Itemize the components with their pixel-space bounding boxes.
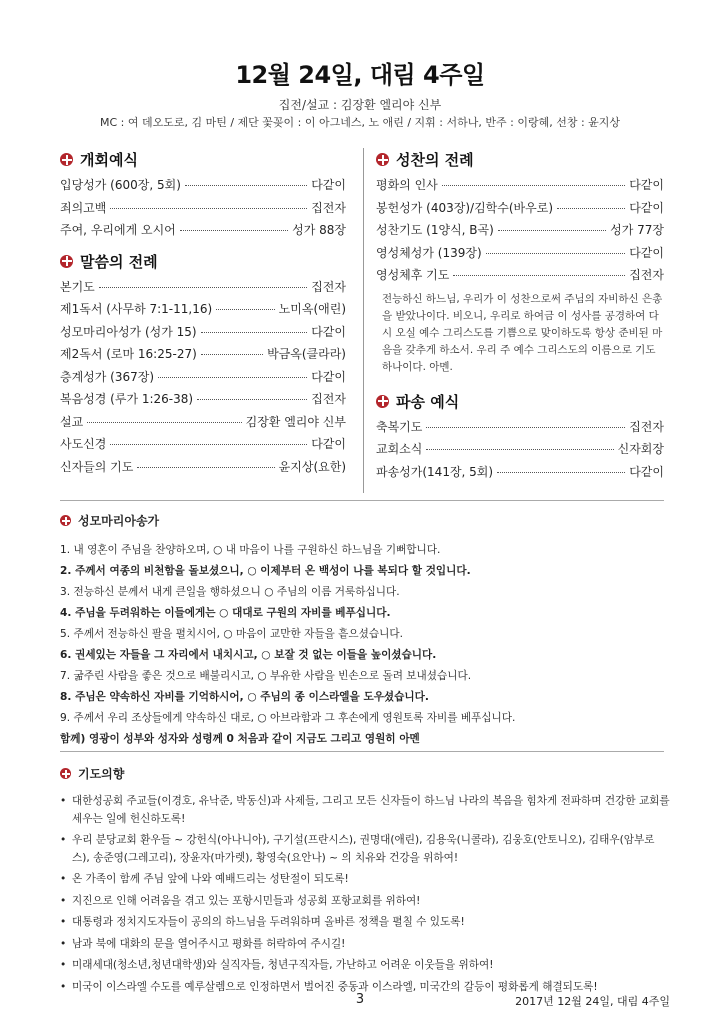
order-item-label: 층계성가 (367장) (60, 369, 155, 384)
magnificat-line: 함께) 영광이 성부와 성자와 성령께 0 처음과 같이 지금도 그리고 영원히 아멘 (60, 733, 420, 745)
order-item-value: 집전자 (311, 200, 346, 215)
order-row (60, 197, 346, 220)
intention-item: • 미래세대(청소년,청년대학생)와 실직자들, 청년구직자들, 가난하고 어려운 이웃들을 위하여! (60, 957, 670, 975)
order-row (60, 219, 346, 242)
magnificat-line: 3. 전능하신 분께서 내게 큰일을 행하셨으니 ○ 주님의 이름 거룩하십니다. (60, 586, 400, 598)
order-row (376, 174, 664, 197)
order-item-value: 집전자 (311, 279, 346, 294)
order-item-value: 집전자 (629, 268, 664, 282)
order-item-label: 파송성가(141장, 5회) (376, 464, 494, 479)
intention-item: • 대한성공회 주교들(이경호, 유낙준, 박동신)과 사제들, 그리고 모든 신자들이 하느님 나라의 복음을 힘차게 전파하며 건강한 교회를 세우는 일에 헌신하도록! (60, 793, 670, 828)
dot-leader (442, 185, 625, 186)
order-item-value: 다같이 (629, 464, 664, 479)
order-row (60, 411, 346, 434)
magnificat-line: 7. 굶주린 사람을 좋은 것으로 배불리시고, ○ 부유한 사람을 빈손으로 돌려 보내셨습니다. (60, 670, 472, 682)
order-item-value: 집전자 (629, 419, 664, 434)
footer-date: 2017년 12월 24일, 대림 4주일 (515, 995, 670, 1008)
section-heading (376, 390, 664, 414)
order-row (60, 433, 346, 456)
order-item-label: 신자들의 기도 (60, 459, 134, 474)
page-title: 12월 24일, 대림 4주일 (235, 61, 485, 89)
dot-leader (110, 444, 307, 445)
roles-line: MC : 여 데오도로, 김 마틴 / 제단 꽃꽂이 : 이 아그네스, 노 애린 / 지휘 : 서하나, 반주 : 이랑혜, 선창 : 윤지상 (99, 116, 621, 129)
order-item-value: 다같이 (629, 178, 664, 192)
order-item-label: 제1독서 (사무하 7:1-11,16) (60, 302, 213, 316)
liturgy-right-column (376, 148, 664, 483)
order-item-value: 다같이 (629, 245, 664, 260)
order-item-value: 노미옥(애린) (278, 302, 346, 316)
section-heading-text: 말씀의 전례 (80, 252, 158, 271)
magnificat-line: 2. 주께서 여종의 비천함을 돌보셨으니, ○ 이제부터 온 백성이 나를 복되다 할 것입니다. (60, 565, 471, 577)
order-row (376, 264, 664, 287)
magnificat-line: 5. 주께서 전능하신 팔을 펼치시어, ○ 마음이 교만한 자들을 흩으셨습니다. (60, 628, 403, 640)
intentions-section (60, 765, 670, 1000)
intentions-list (60, 793, 670, 996)
order-item-label: 설교 (60, 414, 84, 429)
cross-icon (60, 768, 71, 779)
order-item-label: 죄의고백 (60, 200, 107, 215)
order-row (376, 416, 664, 439)
dot-leader (426, 449, 613, 450)
dot-leader (87, 422, 241, 423)
order-item-label: 교회소식 (376, 442, 423, 456)
order-item-value: 박금옥(클라라) (267, 347, 346, 361)
order-row (376, 219, 664, 242)
order-item-value: 다같이 (629, 200, 664, 215)
order-row (60, 366, 346, 389)
order-row (60, 343, 346, 366)
dot-leader (497, 472, 625, 473)
intention-item: • 우리 분당교회 환우들 ~ 강헌식(아나니아), 구기설(프란시스), 권명대(애린), 김용욱(니콜라), 김웅호(안토니오), 김태우(암부로스), 송준영(그레고리), 장윤자(마가렛), 황영숙(요안나) ~ 의 치유와 건강을 위하여! (60, 832, 670, 867)
magnificat-line: 4. 주님을 두려워하는 이들에게는 ○ 대대로 구원의 자비를 베푸십니다. (60, 607, 391, 619)
liturgy-left-column (60, 148, 346, 478)
order-item-value: 성가 77장 (610, 223, 664, 237)
section-heading (376, 148, 664, 172)
order-item-value: 집전자 (311, 392, 346, 406)
order-row (60, 174, 346, 197)
intention-item: • 남과 북에 대화의 문을 열어주시고 평화를 허락하여 주시길! (60, 936, 670, 954)
order-item-label: 성모마리아성가 (성가 15) (60, 324, 197, 339)
order-item-value: 다같이 (311, 437, 346, 451)
magnificat-line: 8. 주님은 약속하신 자비를 기억하시어, ○ 주님의 종 이스라엘을 도우셨습니다. (60, 691, 429, 703)
order-item-label: 축복기도 (376, 419, 423, 434)
dot-leader (137, 467, 274, 468)
order-row (60, 321, 346, 344)
order-item-label: 성찬기도 (1양식, B곡) (376, 223, 494, 237)
order-item-label: 영성체성가 (139장) (376, 245, 482, 260)
order-item-value: 다같이 (311, 369, 346, 384)
dot-leader (158, 377, 307, 378)
cross-icon (60, 515, 71, 526)
order-item-value: 다같이 (311, 178, 346, 192)
order-row (60, 276, 346, 299)
dot-leader (197, 399, 307, 400)
cross-icon (60, 153, 73, 166)
order-item-label: 평화의 인사 (376, 178, 438, 192)
magnificat-heading: 성모마리아송가 (60, 512, 670, 530)
dot-leader (99, 287, 307, 288)
order-item-label: 영성체후 기도 (376, 268, 450, 282)
order-item-value: 윤지상(요한) (278, 459, 346, 474)
order-item-label: 복음성경 (루가 1:26-38) (60, 392, 194, 406)
dot-leader (201, 354, 263, 355)
celebrant-line: 집전/설교 : 김장환 엘리야 신부 (278, 98, 442, 112)
cross-icon (376, 153, 389, 166)
dot-leader (557, 208, 625, 209)
intention-item: • 미국이 이스라엘 수도를 예루살렘으로 인정하면서 벌어진 중동과 이스라엘, 미국간의 갈등이 평화롭게 해결되도록! (60, 979, 670, 997)
post-communion-prayer: 전능하신 하느님, 우리가 이 성찬으로써 주님의 자비하신 은총을 받았나이다. 비오니, 우리로 하여금 이 성사를 공경하여 다시 오실 예수 그리스도를 기쁨으로 맞이하도록 항상 준비된 마음을 갖추게 하소서. 우리 주 예수 그리스도의 이름으로 기도하나이다. 아멘. (382, 292, 663, 373)
section-divider (60, 500, 664, 501)
page-number: 3 (355, 992, 365, 1007)
dot-leader (185, 185, 307, 186)
section-heading-text: 파송 예식 (396, 392, 460, 411)
order-item-label: 사도신경 (60, 437, 107, 451)
section-gap (376, 382, 664, 390)
order-item-label: 주여, 우리에게 오시어 (60, 223, 176, 237)
magnificat-line: 1. 내 영혼이 주님을 찬양하오며, ○ 내 마음이 나를 구원하신 하느님을 기뻐합니다. (60, 544, 441, 556)
magnificat-section (60, 512, 670, 750)
magnificat-line: 6. 권세있는 자들을 그 자리에서 내치시고, ○ 보잘 것 없는 이들을 높이셨습니다. (60, 649, 437, 661)
order-row (376, 438, 664, 461)
order-row (60, 298, 346, 321)
section-gap (60, 242, 346, 250)
order-item-value: 김장환 엘리야 신부 (245, 414, 346, 429)
order-row (60, 388, 346, 411)
magnificat-lines (60, 540, 670, 750)
order-item-label: 봉헌성가 (403장)/김학수(바우로) (376, 200, 554, 215)
order-item-value: 성가 88장 (292, 223, 346, 237)
order-row (60, 456, 346, 479)
column-divider (363, 148, 364, 493)
order-item-label: 입당성가 (600장, 5회) (60, 178, 181, 192)
dot-leader (498, 230, 606, 231)
intention-item: • 지진으로 인해 어려움을 겪고 있는 포항시민들과 성공회 포항교회를 위하여! (60, 893, 670, 911)
cross-icon (60, 255, 73, 268)
order-item-value: 신자회장 (617, 442, 664, 456)
dot-leader (453, 275, 625, 276)
order-item-label: 본기도 (60, 279, 95, 294)
dot-leader (486, 253, 626, 254)
order-item-value: 다같이 (311, 324, 346, 339)
cross-icon (376, 395, 389, 408)
order-item-label: 제2독서 (로마 16:25-27) (60, 347, 197, 361)
intentions-heading: 기도의향 (60, 765, 670, 783)
dot-leader (110, 208, 307, 209)
dot-leader (201, 332, 308, 333)
dot-leader (180, 230, 288, 231)
order-row (376, 197, 664, 220)
section-heading (60, 148, 346, 172)
section-heading-text: 개회예식 (80, 151, 138, 169)
order-row (376, 461, 664, 484)
section-heading-text: 성찬의 전례 (396, 151, 474, 169)
intention-item: • 대통령과 정치지도자들이 공의의 하느님을 두려워하며 올바른 정책을 펼칠 수 있도록! (60, 914, 670, 932)
order-row (376, 242, 664, 265)
dot-leader (216, 309, 274, 310)
dot-leader (426, 427, 625, 428)
intention-item: • 온 가족이 함께 주님 앞에 나와 예배드리는 성탄절이 되도록! (60, 871, 670, 889)
section-divider (60, 751, 664, 752)
section-heading (60, 250, 346, 274)
magnificat-line: 9. 주께서 우리 조상들에게 약속하신 대로, ○ 아브라함과 그 후손에게 영원토록 자비를 베푸십니다. (60, 712, 516, 724)
